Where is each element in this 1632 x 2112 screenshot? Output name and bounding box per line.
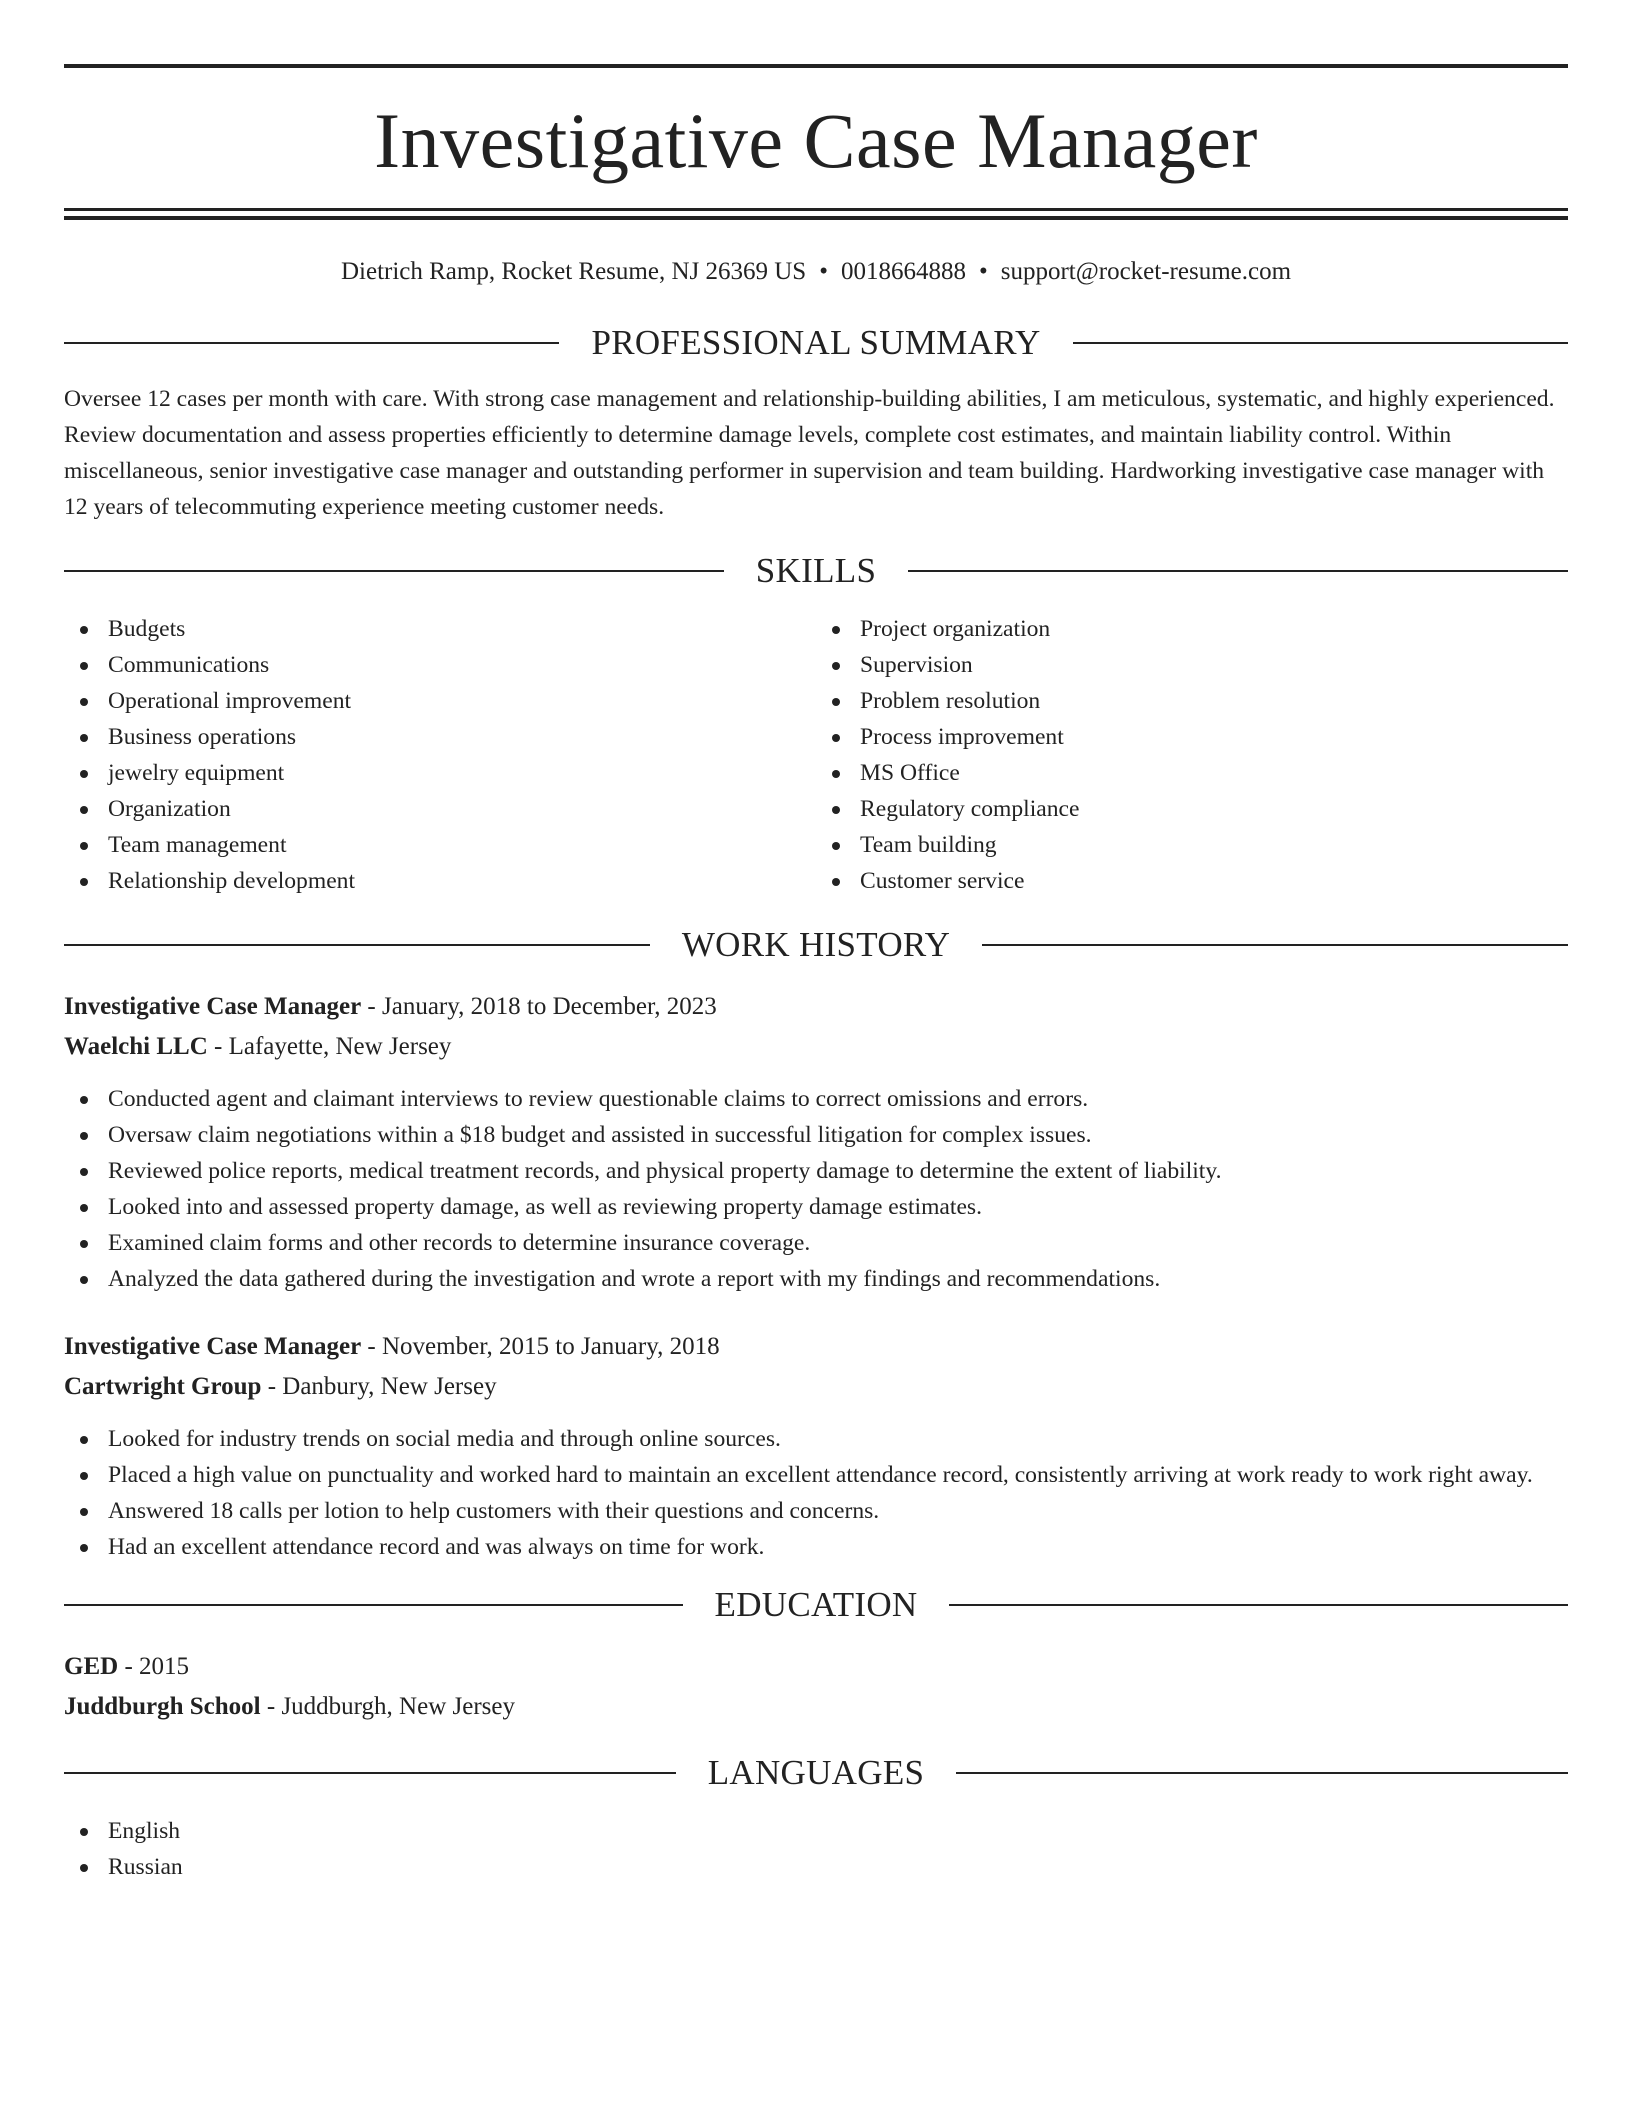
resume-title: Investigative Case Manager <box>374 97 1258 184</box>
bullet-dot <box>80 698 88 706</box>
education-location: Juddburgh, New Jersey <box>281 1693 515 1720</box>
skill-item-text: Relationship development <box>108 868 356 894</box>
skill-item-text: Business operations <box>108 724 297 750</box>
skill-item-text: Team management <box>108 832 287 858</box>
job-location: Lafayette, New Jersey <box>228 1033 452 1060</box>
job-entry <box>64 987 1568 1297</box>
bullet-dot <box>80 1472 88 1480</box>
resume-page <box>64 64 1568 1885</box>
skill-item-text: Team building <box>860 832 997 858</box>
contact-phone: 0018664888 <box>840 258 966 285</box>
skill-item-text: Communications <box>108 652 270 678</box>
bullet-dot <box>80 1096 88 1104</box>
dash: - <box>261 1373 283 1400</box>
bullet-dot <box>80 1508 88 1516</box>
skill-item <box>816 863 1568 899</box>
skill-item <box>64 719 816 755</box>
job-bullet <box>64 1261 1568 1297</box>
job-title-line <box>64 1327 1568 1367</box>
skill-item-text: Operational improvement <box>108 688 352 714</box>
education-entry <box>64 1647 1568 1727</box>
education-heading-label: EDUCATION <box>714 1585 918 1624</box>
bullet-dot <box>832 842 840 850</box>
job-bullet <box>64 1081 1568 1117</box>
skill-item <box>64 791 816 827</box>
skill-item <box>64 647 816 683</box>
job-company-line <box>64 1027 1568 1067</box>
skill-item <box>816 647 1568 683</box>
dash: - <box>260 1693 282 1720</box>
heading-rule <box>908 570 1568 572</box>
education-school-line <box>64 1687 1568 1727</box>
education-heading <box>64 1585 1568 1625</box>
skill-item-text: Regulatory compliance <box>860 796 1080 822</box>
job-title-line <box>64 987 1568 1027</box>
education-degree: GED <box>64 1653 119 1680</box>
job-bullet <box>64 1117 1568 1153</box>
bullet-dot <box>80 1204 88 1212</box>
languages-heading <box>64 1753 1568 1793</box>
job-bullet <box>64 1153 1568 1189</box>
bullet-dot <box>80 878 88 886</box>
job-bullet <box>64 1493 1568 1529</box>
skill-item-text: Supervision <box>860 652 973 678</box>
double-rule <box>64 208 1568 220</box>
job-dates: January, 2018 to December, 2023 <box>382 993 717 1020</box>
job-bullet-text: Analyzed the data gathered during the investigation and wrote a report with my findings and recommendations. <box>108 1266 1161 1292</box>
job-bullet <box>64 1421 1568 1457</box>
job-bullet-text: Answered 18 calls per lotion to help customers with their questions and concerns. <box>108 1498 880 1524</box>
bullet-dot <box>80 842 88 850</box>
job-company: Cartwright Group <box>64 1373 262 1400</box>
contact-separator: • <box>819 258 828 285</box>
dash: - <box>118 1653 140 1680</box>
bullet-dot <box>80 734 88 742</box>
bullet-dot <box>80 1240 88 1248</box>
languages-heading-label: LANGUAGES <box>707 1753 925 1792</box>
skill-item-text: Process improvement <box>860 724 1064 750</box>
summary-heading <box>64 323 1568 363</box>
contact-separator: • <box>978 258 988 285</box>
bullet-dot <box>832 698 840 706</box>
skill-item-text: Organization <box>108 796 231 822</box>
heading-rule <box>1073 342 1568 344</box>
skill-item <box>64 611 816 647</box>
job-company: Waelchi LLC <box>64 1033 208 1060</box>
heading-rule <box>64 342 559 344</box>
skill-item <box>816 755 1568 791</box>
skills-heading-label: SKILLS <box>755 551 877 590</box>
bullet-dot <box>80 1132 88 1140</box>
education-school: Juddburgh School <box>64 1693 261 1720</box>
skill-item <box>816 827 1568 863</box>
language-item-text: English <box>108 1818 181 1844</box>
skill-item <box>64 755 816 791</box>
bullet-dot <box>80 662 88 670</box>
job-bullet-text: Looked for industry trends on social media and through online sources. <box>108 1426 781 1452</box>
job-bullets <box>64 1081 1568 1297</box>
skills-left-list <box>64 611 816 899</box>
job-bullet-text: Examined claim forms and other records to determine insurance coverage. <box>108 1230 811 1256</box>
dash: - <box>207 1033 229 1060</box>
heading-rule <box>64 1604 683 1606</box>
heading-rule <box>956 1772 1568 1774</box>
job-bullet <box>64 1225 1568 1261</box>
bullet-dot <box>80 1276 88 1284</box>
bullet-dot <box>80 1544 88 1552</box>
heading-rule <box>982 944 1568 946</box>
skill-item-text: Problem resolution <box>860 688 1041 714</box>
summary-heading-label: PROFESSIONAL SUMMARY <box>591 323 1041 362</box>
job-dates: November, 2015 to January, 2018 <box>382 1333 720 1360</box>
bullet-dot <box>80 1436 88 1444</box>
job-title: Investigative Case Manager <box>64 993 362 1020</box>
skill-item-text: Customer service <box>860 868 1025 894</box>
heading-rule <box>949 1604 1568 1606</box>
dash: - <box>361 993 382 1020</box>
skill-item-text: jewelry equipment <box>108 760 285 786</box>
job-title: Investigative Case Manager <box>64 1333 362 1360</box>
top-rule <box>64 64 1568 68</box>
skill-item <box>816 611 1568 647</box>
bullet-dot <box>80 1168 88 1176</box>
skill-item <box>64 683 816 719</box>
contact-info <box>64 257 1568 287</box>
bullet-dot <box>80 770 88 778</box>
job-bullet <box>64 1189 1568 1225</box>
work-heading <box>64 925 1568 965</box>
skills-heading <box>64 551 1568 591</box>
skill-item-text: MS Office <box>860 760 960 786</box>
languages-list <box>64 1813 1568 1885</box>
bullet-dot <box>80 1864 88 1872</box>
job-company-line <box>64 1367 1568 1407</box>
language-item-text: Russian <box>108 1854 183 1880</box>
job-bullet-text: Conducted agent and claimant interviews to review questionable claims to correct omissions and errors. <box>108 1086 1089 1112</box>
bullet-dot <box>832 734 840 742</box>
job-bullet <box>64 1529 1568 1565</box>
education-year: 2015 <box>139 1653 190 1680</box>
skill-item-text: Project organization <box>860 616 1051 642</box>
bullet-dot <box>80 1828 88 1836</box>
dash: - <box>361 1333 382 1360</box>
skill-item <box>64 827 816 863</box>
job-bullets <box>64 1421 1568 1565</box>
job-bullet-text: Reviewed police reports, medical treatment records, and physical property damage to determine the extent of liability. <box>108 1158 1222 1184</box>
skill-item <box>816 719 1568 755</box>
work-heading-label: WORK HISTORY <box>681 925 951 964</box>
job-bullet <box>64 1457 1568 1493</box>
job-bullet-text: Looked into and assessed property damage, as well as reviewing property damage estimates. <box>108 1194 983 1220</box>
language-item <box>64 1813 1568 1849</box>
skills-columns <box>64 611 1568 899</box>
bullet-dot <box>832 878 840 886</box>
heading-rule <box>64 1772 676 1774</box>
bullet-dot <box>832 662 840 670</box>
skills-right-list <box>816 611 1568 899</box>
bullet-dot <box>832 770 840 778</box>
bullet-dot <box>832 806 840 814</box>
contact-email: support@rocket-resume.com <box>1000 258 1292 285</box>
job-location: Danbury, New Jersey <box>282 1373 497 1400</box>
job-bullet-text: Had an excellent attendance record and was always on time for work. <box>108 1534 765 1560</box>
bullet-dot <box>80 806 88 814</box>
heading-rule <box>64 570 724 572</box>
bullet-dot <box>80 626 88 634</box>
education-degree-line <box>64 1647 1568 1687</box>
job-entry <box>64 1327 1568 1565</box>
contact-address: Dietrich Ramp, Rocket Resume, NJ 26369 US <box>340 258 807 285</box>
job-bullet-text: Placed a high value on punctuality and worked hard to maintain an excellent attendance record, consistently arriving at work ready to work right away. <box>108 1462 1533 1488</box>
bullet-dot <box>832 626 840 634</box>
skill-item <box>816 791 1568 827</box>
heading-rule <box>64 944 650 946</box>
language-item <box>64 1849 1568 1885</box>
skill-item <box>64 863 816 899</box>
skill-item <box>816 683 1568 719</box>
summary-text: Oversee 12 cases per month with care. With strong case management and relationship-building abilities, I am meticulous, systematic, and highly experienced. Review documentation and assess properties efficiently to determine damage levels, complete cost estimates, and maintain liability control. Within miscellaneous, senior investigative case manager and outstanding performer in supervision and team building. Hardworking investigative case manager with 12 years of telecommuting experience meeting customer needs. <box>64 386 1555 520</box>
job-bullet-text: Oversaw claim negotiations within a $18 budget and assisted in successful litigation for complex issues. <box>108 1122 1092 1148</box>
skill-item-text: Budgets <box>108 616 186 642</box>
